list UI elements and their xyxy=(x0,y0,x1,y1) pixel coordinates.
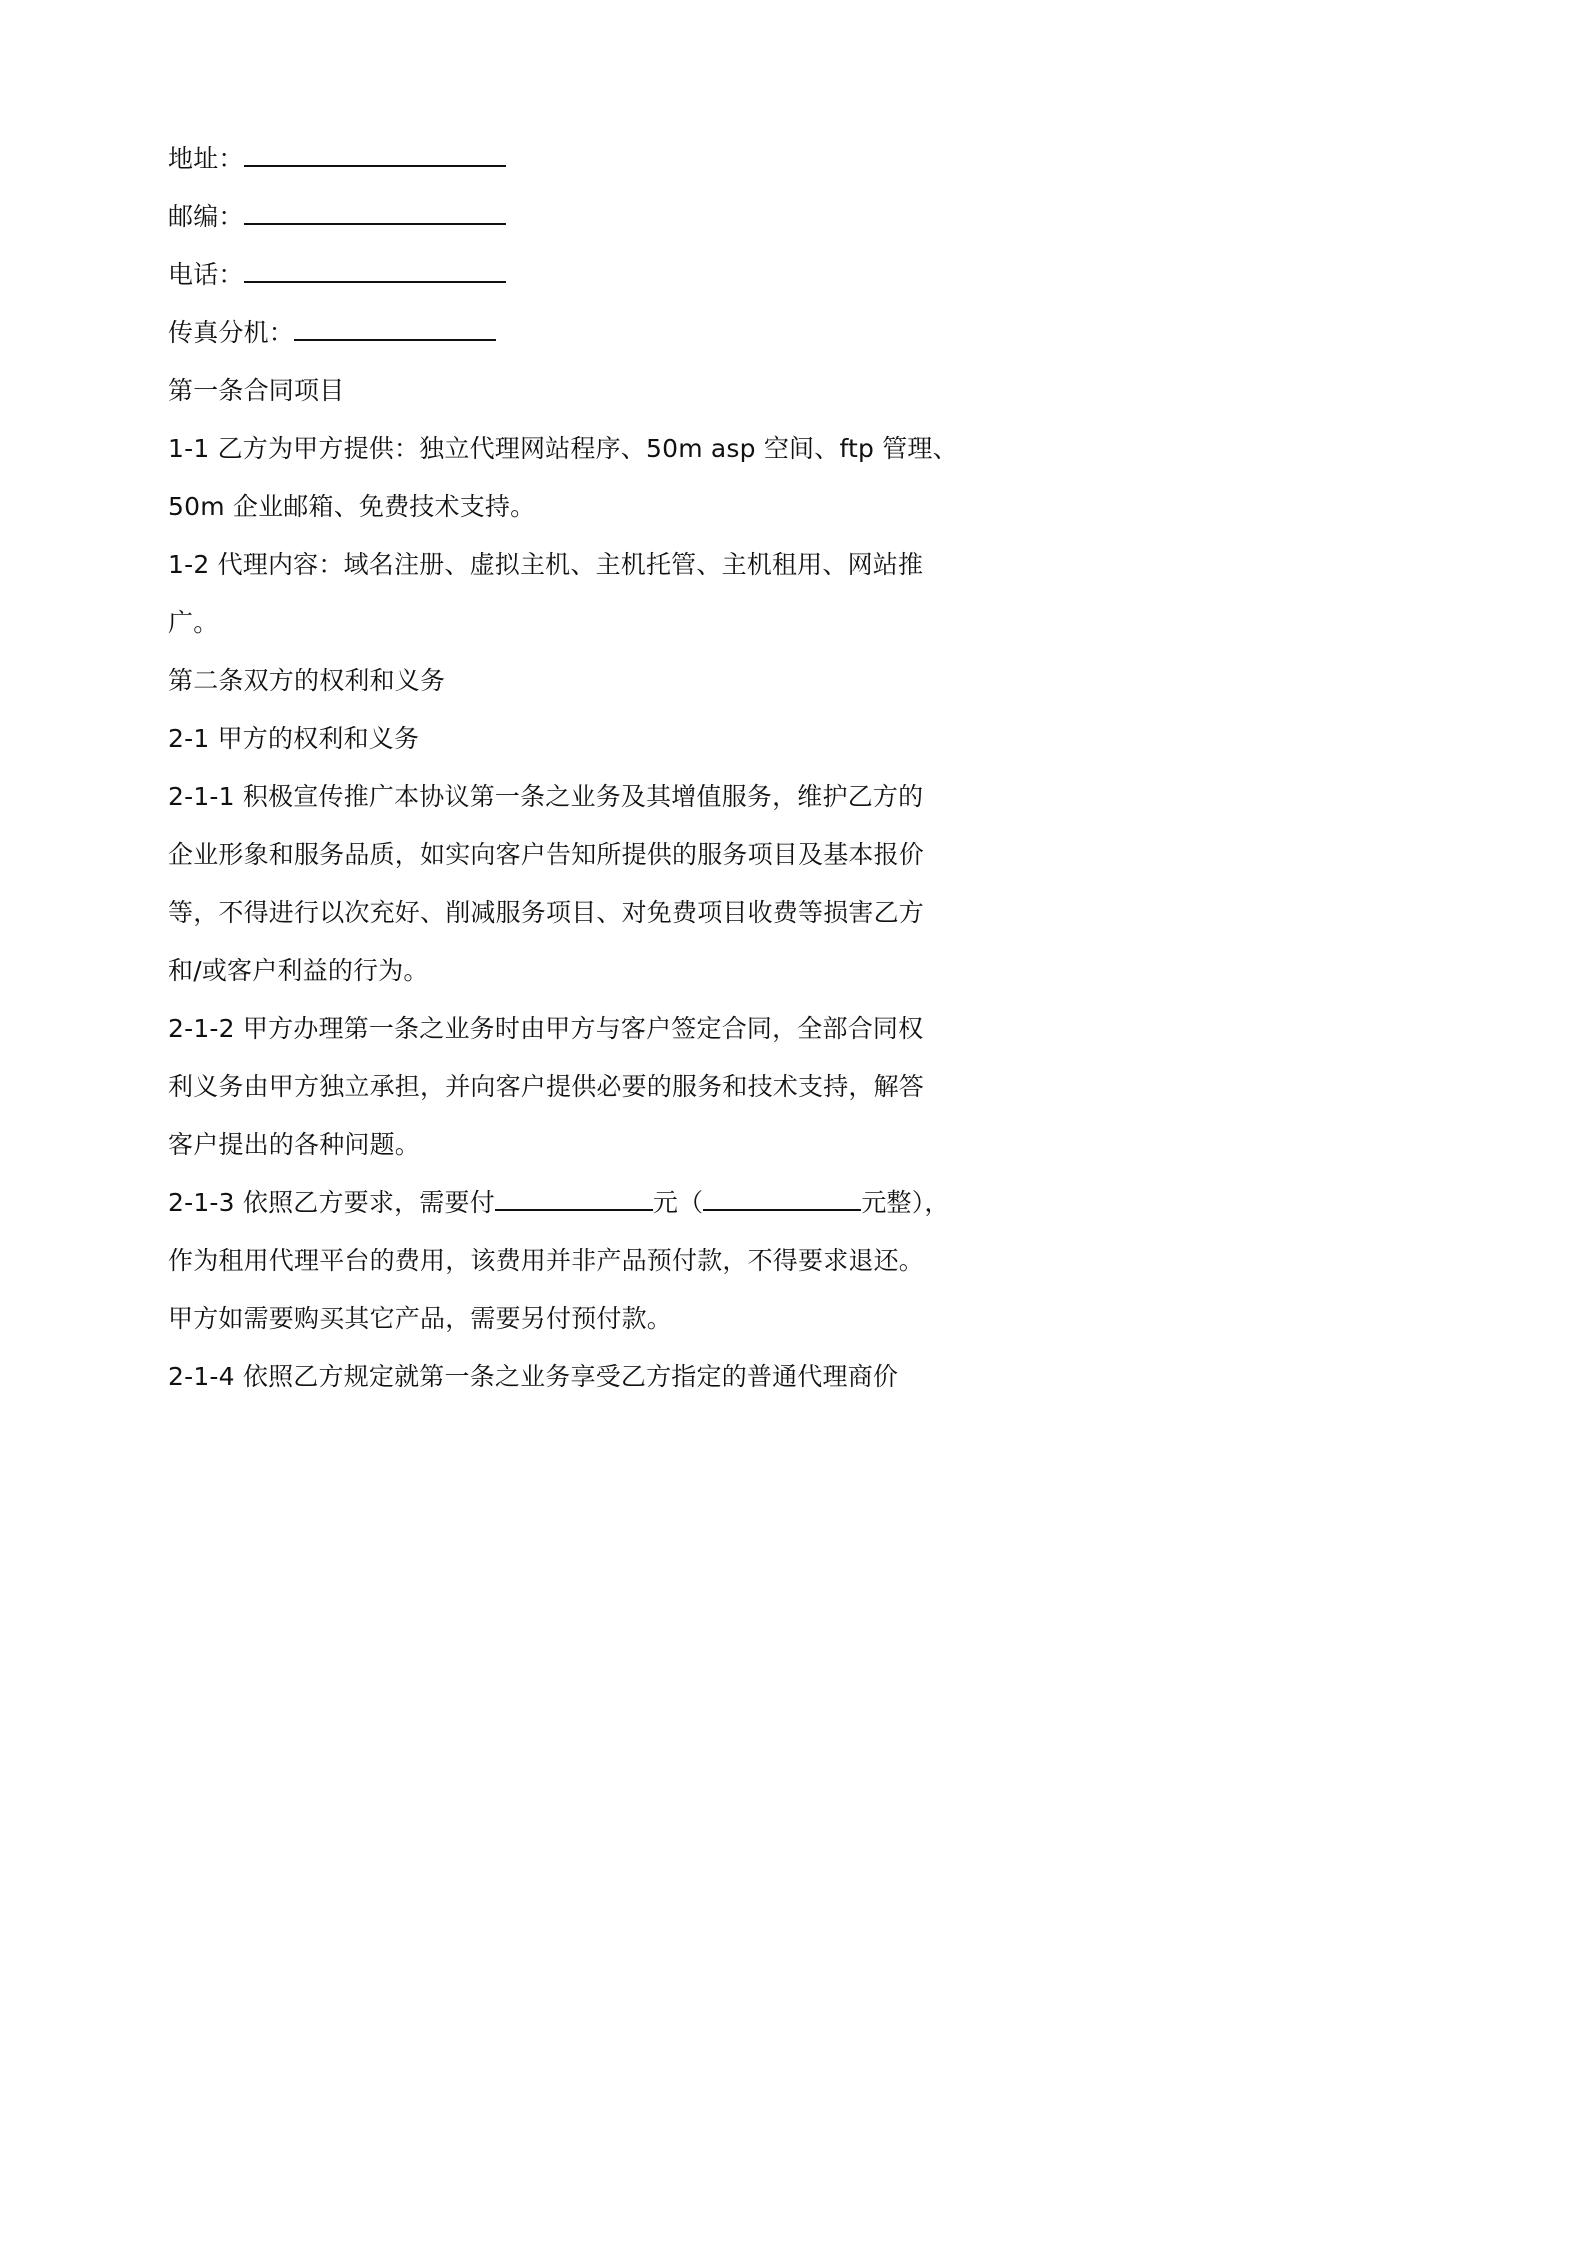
article-1-heading: 第一条合同项目 xyxy=(168,376,345,405)
postcode-label: 邮编： xyxy=(168,202,244,231)
clause-2-1-1-line-1: 2-1-1 积极宣传推广本协议第一条之业务及其增值服务，维护乙方的 xyxy=(168,782,924,811)
clause-2-1-4-line-1: 2-1-4 依照乙方规定就第一条之业务享受乙方指定的普通代理商价 xyxy=(168,1362,899,1391)
clause-2-1: 2-1 甲方的权利和义务 xyxy=(168,724,420,753)
address-line xyxy=(168,130,958,188)
address-label: 地址： xyxy=(168,144,244,173)
phone-blank[interactable] xyxy=(244,259,506,283)
clause-2-1-3-middle: 元（ xyxy=(652,1188,704,1217)
address-blank[interactable] xyxy=(244,143,506,167)
clause-1-2-line-2: 广。 xyxy=(168,608,219,637)
amount-blank[interactable] xyxy=(495,1187,653,1211)
amount-words-blank[interactable] xyxy=(703,1187,861,1211)
clause-1-2-line-1: 1-2 代理内容：域名注册、虚拟主机、主机托管、主机租用、网站推 xyxy=(168,550,924,579)
clause-2-1-2-line-2: 利义务由甲方独立承担，并向客户提供必要的服务和技术支持，解答 xyxy=(168,1072,925,1101)
phone-label: 电话： xyxy=(168,260,244,289)
clause-2-1-1-line-4: 和/或客户利益的行为。 xyxy=(168,956,429,985)
clause-1-1-line-1: 1-1 乙方为甲方提供：独立代理网站程序、50m asp 空间、ftp 管理、 xyxy=(168,434,958,463)
clause-2-1-3-suffix: 元整）， xyxy=(861,1188,950,1217)
postcode-line xyxy=(168,188,958,246)
clause-2-1-1-line-2: 企业形象和服务品质，如实向客户告知所提供的服务项目及基本报价 xyxy=(168,840,925,869)
clause-2-1-3-line-1 xyxy=(168,1174,958,1232)
clause-2-1-3-line-3: 甲方如需要购买其它产品，需要另付预付款。 xyxy=(168,1304,673,1333)
phone-line xyxy=(168,246,958,304)
clause-2-1-2-line-1: 2-1-2 甲方办理第一条之业务时由甲方与客户签定合同，全部合同权 xyxy=(168,1014,924,1043)
clause-2-1-1-line-3: 等，不得进行以次充好、削减服务项目、对免费项目收费等损害乙方 xyxy=(168,898,925,927)
clause-2-1-2-line-3: 客户提出的各种问题。 xyxy=(168,1130,421,1159)
fax-blank[interactable] xyxy=(294,317,496,341)
clause-1-1-line-2: 50m 企业邮箱、免费技术支持。 xyxy=(168,492,536,521)
clause-2-1-3-line-2: 作为租用代理平台的费用，该费用并非产品预付款，不得要求退还。 xyxy=(168,1246,925,1275)
document-page xyxy=(168,130,958,1406)
clause-2-1-3-prefix: 2-1-3 依照乙方要求，需要付 xyxy=(168,1188,495,1217)
fax-line xyxy=(168,304,958,362)
postcode-blank[interactable] xyxy=(244,201,506,225)
fax-label: 传真分机： xyxy=(168,318,295,347)
article-2-heading: 第二条双方的权利和义务 xyxy=(168,666,446,695)
